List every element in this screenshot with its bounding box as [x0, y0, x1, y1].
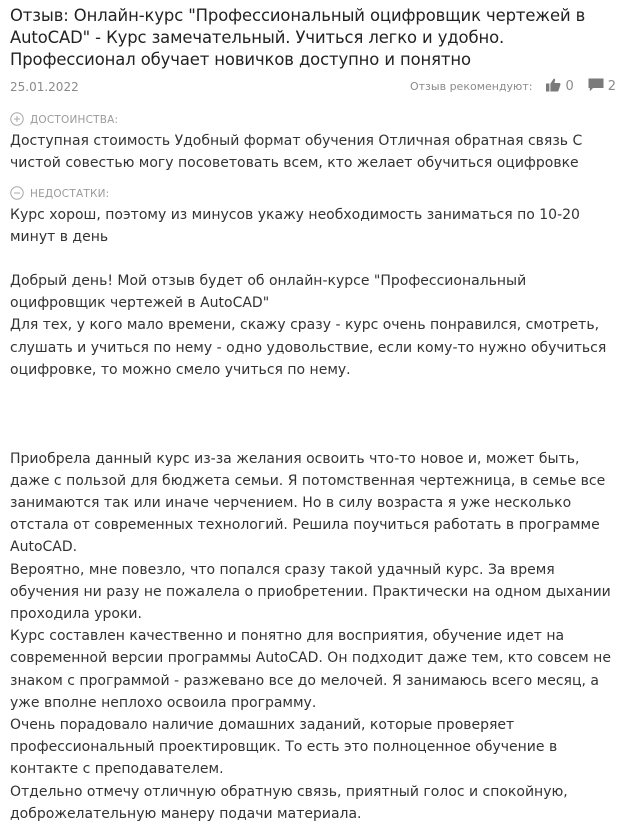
cons-label: НЕДОСТАТКИ: — [30, 188, 110, 200]
cons-text: Курс хорош, поэтому из минусов укажу необходимость заниматься по 10-20 минут в день — [10, 207, 580, 245]
cons-header — [10, 186, 616, 202]
pros-header — [10, 112, 616, 128]
pros-text: Доступная стоимость Удобный формат обучения Отличная обратная связь С чистой совестью могу посоветовать всем, кто желает обучиться оцифровке — [10, 133, 583, 171]
review-title: Отзыв: Онлайн-курс "Профессиональный оцифровщик чертежей в AutoCAD" - Курс замечательный. Учиться легко и удобно. Профессионал обучает новичков доступно и понятно — [10, 6, 586, 69]
review-meta — [10, 78, 616, 100]
likes-count: 0 — [565, 79, 574, 94]
review-body: Добрый день! Мой отзыв будет об онлайн-курсе "Профессиональный оцифровщик чертежей в AutoCAD" Для тех, у кого мало времени, скажу сразу - курс очень понравился, смотреть, слушать и учиться по нему - одно удовольствие, если кому-то нужно обучиться оцифровке, то можно смело учиться по нему. Приобрела данный курс из-за желания освоить что-то новое и, может быть, даже с пользой для бюджета семьи. Я потомственная чертежница, в семье все занимаются так или иначе черчением. Но в силу возраста я уже несколько отстала от современных технологий. Решила поучиться работать в программе AutoCAD. Вероятно, мне повезло, что попался сразу такой удачный курс. За время обучения ни разу не пожалела о приобретении. Практически на одном дыхании проходила уроки. Курс составлен качественно и понятно для восприятия, обучение идет на современной версии программы AutoCAD. Он подходит даже тем, кто совсем не знаком с программой - разжевано все до мелочей. Я занимаюсь всего месяц, а уже вполне неплохо освоила программу. Очень порадовало наличие домашних заданий, которые проверяет профессиональный проектировщик. То есть это полноценное обучение в контакте с преподавателем. Отдельно отмечу отличную обратную связь, приятный голос и спокойную, доброжелательную манеру подачи материала. — [10, 273, 611, 822]
recommendations — [410, 78, 616, 95]
minus-circle-icon — [10, 185, 24, 204]
pros-label: ДОСТОИНСТВА: — [30, 114, 119, 126]
comments-count: 2 — [607, 79, 616, 94]
plus-circle-icon — [10, 111, 24, 130]
review-container — [10, 0, 616, 825]
recommend-label: Отзыв рекомендуют: — [409, 80, 533, 93]
review-date: 25.01.2022 — [10, 80, 79, 94]
comment-icon[interactable] — [588, 78, 604, 95]
thumbs-up-icon[interactable] — [546, 78, 561, 95]
